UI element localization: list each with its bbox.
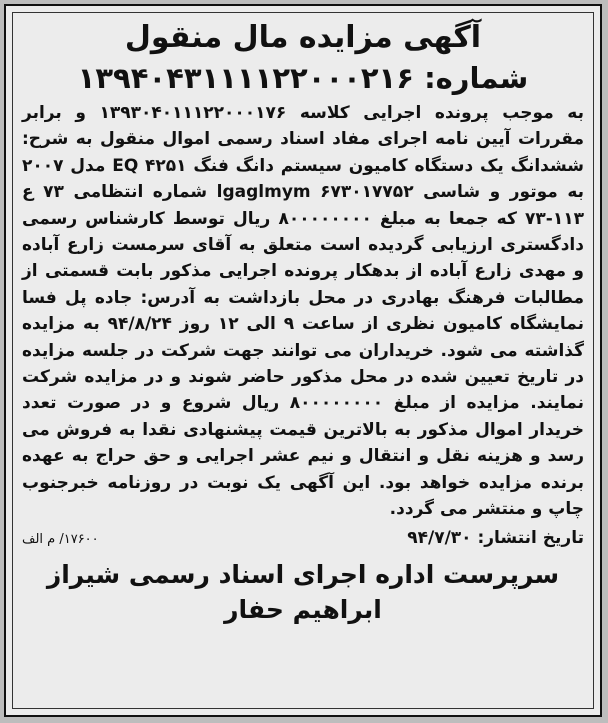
reference-code: ۱۷۶۰۰/ م الف — [22, 531, 99, 547]
notice-content — [22, 18, 584, 705]
signature-office: سرپرست اداره اجرای اسناد رسمی شیراز — [46, 559, 560, 589]
publish-row — [22, 525, 584, 553]
notice-number: شماره: ۱۳۹۴۰۴۳۱۱۱۱۲۲۰۰۰۲۱۶ — [77, 61, 529, 95]
publish-date: تاریخ انتشار: ۹۴/۷/۳۰ — [407, 527, 584, 548]
notice-title: آگهی مزایده مال منقول — [124, 20, 482, 55]
signature-name: ابراهیم حفار — [224, 594, 382, 624]
notice-body: به موجب پرونده اجرایی کلاسه ۱۳۹۳۰۴۰۱۱۱۲۲۰۰۰۱۷۶ و برابر مقررات آیین نامه اجرای مفاد اسناد رسمی اموال منقول به شرح: ششدانگ یک دستگاه کامیون سیستم دانگ فنگ EQ ۴۲۵۱ مدل ۲۰۰۷ به موتور و شاسی lgaglmym ۶۷۳۰۱۷۷۵۲ شماره انتظامی ۷۳ ع ۱۱۳-۷۳ که جمعا به مبلغ ۸۰۰۰۰۰۰۰۰ ریال توسط کارشناس رسمی دادگستری ارزیابی گردیده است متعلق به آقای سرمست زارع آباده و مهدی زارع آباده از بدهکار پرونده اجرایی مذکور بابت قسمتی از مطالبات فرهنگ بهادری در محل بازداشت به آدرس: جاده پل فسا نمایشگاه کامیون نظری از ساعت ۹ الی ۱۲ روز ۹۴/۸/۲۴ به مزایده گذاشته می شود. خریداران می توانند جهت شرکت در جلسه مزایده در تاریخ تعیین شده در محل مذکور حاضر شوند و در مزایده شرکت نمایند. مزایده از مبلغ ۸۰۰۰۰۰۰۰۰ ریال شروع و در صورت تعدد خریدار اموال مذکور به بالاترین قیمت پیشنهادی نقدا به فروش می رسد و هزینه نقل و انتقال و نیم عشر اجرایی و حق حراج به عهده برنده مزایده خواهد بود. این آگهی یک نوبت در روزنامه خبرجنوب چاپ و منتشر می گردد. — [22, 103, 585, 520]
notice-paper — [4, 4, 602, 717]
